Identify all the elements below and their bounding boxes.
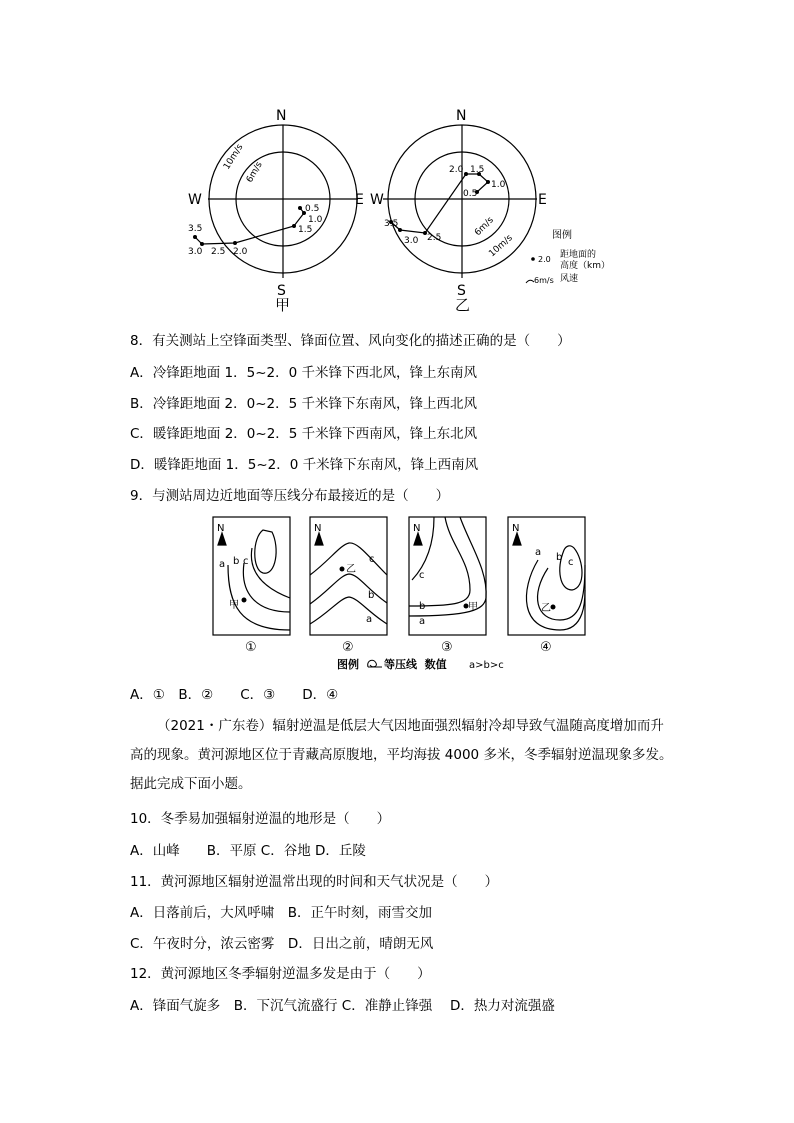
isobar-legend-text: 等压线 数值: [384, 658, 447, 671]
yi-ring-inner: 6m/s: [473, 215, 496, 239]
jia-east: E: [355, 192, 364, 208]
yi-south: S: [457, 283, 466, 299]
panel-3-num: ③: [441, 640, 453, 655]
legend-point-value: 2.0: [538, 255, 551, 264]
yi-h-1.5: 1.5: [470, 165, 485, 175]
q8-option-b: B．冷锋距地面 2．0~2．5 千米锋下东南风，锋上西北风: [130, 396, 478, 412]
q9-stem: 9．与测站周边近地面等压线分布最接近的是（ ）: [130, 488, 450, 504]
panel-4-north: N: [512, 523, 520, 534]
jia-south: S: [277, 283, 286, 299]
jia-h-0.5: 0.5: [305, 204, 320, 214]
legend-point-label-2: 高度（km）: [560, 261, 610, 271]
jia-h-3.0: 3.0: [188, 247, 203, 257]
intro-line-3: 据此完成下面小题。: [130, 776, 252, 792]
panel-4-a: a: [535, 547, 542, 558]
panel-2-c: c: [369, 554, 375, 565]
legend-title: 图例: [552, 230, 572, 241]
jia-north: N: [276, 108, 287, 124]
hodograph-yi: [383, 125, 537, 278]
jia-ring-outer: 10m/s: [222, 142, 246, 172]
panel-3-c: c: [419, 570, 425, 581]
q9-options: A．① B．② C．③ D．④: [130, 687, 339, 703]
panel-4-c: c: [568, 557, 574, 568]
intro-paragraph: [130, 712, 730, 799]
q8-option-c: C．暖锋距地面 2．0~2．5 千米锋下西南风，锋上东北风: [130, 426, 478, 442]
yi-caption: 乙: [455, 296, 471, 314]
q8-option-a: A．冷锋距地面 1．5~2．0 千米锋下西北风，锋上东南风: [130, 365, 477, 381]
isobar-legend-icon: [368, 660, 382, 667]
isobar-figure: [0, 512, 794, 677]
q10-options: A．山峰 B．平原 C．谷地 D．丘陵: [130, 843, 366, 859]
panel-3-jia: 甲: [468, 602, 478, 613]
jia-west: W: [188, 192, 202, 208]
jia-h-2.5: 2.5: [211, 247, 226, 257]
jia-ring-inner: 6m/s: [244, 160, 265, 185]
q11-stem: 11．黄河源地区辐射逆温常出现的时间和天气状况是（ ）: [130, 874, 499, 890]
panel-2-b: b: [368, 590, 375, 601]
jia-h-2.0: 2.0: [233, 247, 248, 257]
panel-4-num: ④: [540, 640, 552, 655]
panel-1-b: b: [233, 556, 240, 567]
isobar-legend-order: a>b>c: [469, 660, 504, 671]
yi-h-3.0: 3.0: [404, 236, 419, 246]
intro-line-1: （2021・广东卷）辐射逆温是低层大气因地面强烈辐射冷却导致气温随高度增加而升: [157, 718, 664, 734]
isobar-panel-2: [310, 517, 387, 635]
yi-ring-outer: 10m/s: [487, 233, 515, 260]
hodograph-legend: [526, 228, 610, 285]
panel-2-a: a: [366, 614, 373, 625]
panel-3-north: N: [413, 523, 421, 534]
panel-1-num: ①: [245, 640, 257, 655]
q10-stem: 10．冬季易加强辐射逆温的地形是（ ）: [130, 811, 391, 827]
panel-1-north: N: [217, 523, 225, 534]
q12-options: A．锋面气旋多 B．下沉气流盛行 C．准静止锋强 D．热力对流强盛: [130, 998, 555, 1014]
panel-3-a: a: [419, 616, 426, 627]
panel-2-yi: 乙: [346, 564, 356, 575]
yi-h-0.5: 0.5: [463, 189, 478, 199]
yi-north: N: [456, 108, 467, 124]
isobar-panel-4: [508, 517, 585, 635]
q8-option-d: D．暖锋距地面 1．5~2．0 千米锋下东南风，锋上西南风: [130, 457, 479, 473]
jia-h-1.5: 1.5: [298, 225, 313, 235]
jia-h-1.0: 1.0: [308, 215, 323, 225]
q12-stem: 12．黄河源地区冬季辐射逆温多发是由于（ ）: [130, 966, 431, 982]
legend-speed-value: 6m/s: [534, 276, 554, 285]
isobar-panel-1: [213, 517, 290, 635]
intro-line-2: 高的现象。黄河源地区位于青藏高原腹地，平均海拔 4000 多米，冬季辐射逆温现象多发。: [130, 747, 673, 763]
yi-east: E: [538, 192, 547, 208]
yi-h-3.5: 3.5: [384, 219, 399, 229]
q11-options-1: A．日落前后，大风呼啸 B．正午时刻，雨雪交加: [130, 905, 432, 921]
panel-1-jia: 甲: [229, 600, 239, 611]
panel-1-a: a: [219, 559, 226, 570]
yi-west: W: [370, 192, 384, 208]
panel-2-num: ②: [342, 640, 354, 655]
panel-3-b: b: [419, 601, 426, 612]
jia-caption: 甲: [275, 296, 291, 314]
isobar-legend-prefix: 图例: [337, 658, 359, 671]
legend-speed-label: 风速: [560, 274, 579, 284]
q8-stem: 8．有关测站上空锋面类型、锋面位置、风向变化的描述正确的是（ ）: [130, 333, 571, 349]
q11-options-2: C．午夜时分，浓云密雾 D．日出之前，晴朗无风: [130, 936, 434, 952]
panel-2-north: N: [314, 523, 322, 534]
panel-1-c: c: [243, 556, 249, 567]
yi-h-1.0: 1.0: [491, 180, 506, 190]
wind-hodograph-figure: [0, 0, 794, 320]
panel-4-yi: 乙: [541, 603, 551, 614]
yi-h-2.5: 2.5: [427, 233, 442, 243]
panel-4-b: b: [556, 552, 563, 563]
legend-point-label-1: 距地面的: [560, 250, 597, 260]
jia-h-3.5: 3.5: [188, 224, 203, 234]
yi-h-2.0: 2.0: [449, 165, 464, 175]
